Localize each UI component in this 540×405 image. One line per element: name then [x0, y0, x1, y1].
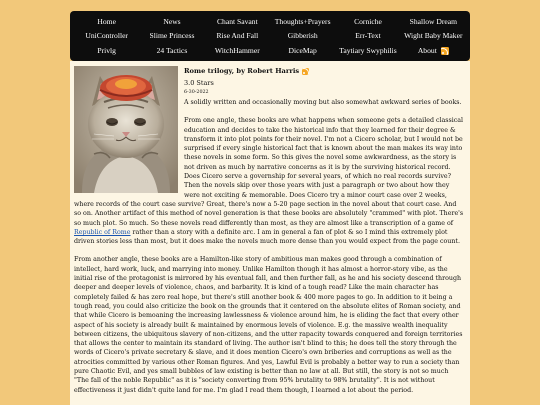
post-intro: A solidly written and occasionally moving but also somewhat awkward series of books. [184, 99, 462, 106]
nav-news[interactable]: News [163, 16, 181, 26]
nav-corniche[interactable]: Corniche [354, 16, 382, 26]
post-title-text[interactable]: Rome trilogy, by Robert Harris [184, 67, 300, 75]
nav-about[interactable] [401, 43, 466, 58]
cat-illustration [74, 66, 178, 193]
post-rating: 3.0 Stars [184, 79, 214, 87]
nav-24-tactics[interactable]: 24 Tactics [156, 46, 188, 56]
nav-privlg[interactable]: Privlg [97, 46, 116, 56]
nav-about-label: About [417, 46, 437, 56]
nav-dicemap[interactable]: DiceMap [288, 46, 317, 56]
nav-rise-and-fall[interactable]: Rise And Fall [216, 31, 259, 41]
nav-slime-princess[interactable]: Slime Princess [149, 31, 195, 41]
top-navigation [70, 11, 470, 61]
post-date: 6-30-2022 [184, 90, 209, 95]
rss-feed-icon[interactable] [302, 68, 309, 75]
nav-shallow-dream[interactable]: Shallow Dream [409, 16, 458, 26]
nav-err-text[interactable]: Err-Text [355, 31, 381, 41]
nav-gibberish[interactable]: Gibberish [287, 31, 318, 41]
nav-home[interactable]: Home [97, 16, 116, 26]
paragraph-text: rather than a story with a definite arc. I am in general a fan of plot & so I mind this extremely plot driven stories less than most, but it does make the novels much more dense than you would expect from the page count. [74, 228, 460, 246]
nav-unicontroller[interactable]: UniController [85, 31, 128, 41]
republic-of-rome-link[interactable]: Republic of Rome [74, 228, 131, 236]
post-paragraph: From another angle, these books are a Hamilton-like story of ambitious man makes good through a combination of intellect, hard work, luck, and marrying into money. Unlike Hamilton though it has almost a horror-story vibe, as the initial rise of the protagonist is mirrored by his eventual fall, and then further fall, as he and his society descend through deeper and deeper levels of violence, chaos, and barbarity. It is kind of a tough read? Like the main character has completely failed & has zero real hope, but there's still another book & 400 more pages to go. In addition to it being a tough read, you could also criticize the book on the grounds that it centered on the absolute elites of Roman society, and that while Cicero is bemoaning the increasing lawlessness & violence around him, he is eliding the fact that every other aspect of his society is already built & maintained by enormous levels of violence. E.g. the massive wealth inequality between citizens, the ubiquitous slavery of non-citizens, and the utter rapacity towards conquered and foreign territories that allows the center to maintain its standard of living. The author isn't blind to this; he does tell the story through the words of Cicero's private secretary & slave, and it does mention Cicero's own briberies and corruptions as well as the atrocities committed by various other Roman figures. And yes, Lawful Evil is probably a better way to run a society than pure Chaotic Evil, and yes small bubbles of law existing is better than no law at all. But still, the story is not so much "The fall of the noble Republic" as it is "society converting from 95% brutality to 98% brutality". It is not without effectiveness it just didn't quite land for me. I'm glad I read them though, I learned a lot about the period. [74, 256, 463, 394]
nav-wight-baby-maker[interactable]: Wight Baby Maker [404, 31, 463, 41]
rss-feed-icon[interactable] [441, 47, 449, 55]
nav-taytiary-swyphilis[interactable]: Taytiary Swyphilis [339, 46, 397, 56]
post-content [70, 61, 470, 405]
book-cover-image [74, 66, 178, 193]
paragraph-text: From one angle, these books are what happens when someone gets a detailed classical education and decides to take the historical info that they learned for their degree & transform it into plot points for their novel. I'm not a Cicero scholar, but I would not be surprised if every single historical fact that is known about the man makes its way into these novels in some form. So this gives the novel some awkwardness, as the story is not driven as much by narrative concerns as it is by the surviving historical record. Does Cicero serve a governship for several years, of which no real records survive? Then the novels skip over those years with just a paragraph or two about how they were not exciting & memorable. Does Cicero try a minor court case over 2 weeks, where records of the court case survive? Great, there's now a 5-20 page section in the novel about that court case. And so on. Another artifact of this method of novel generation is that these books are absolutely "crammed" with plot. There's so much plot. So much. So these novels read differently than most, as they are almost like a transcription of a game of [74, 117, 464, 227]
nav-thoughts-prayers[interactable]: Thoughts+Prayers [274, 16, 331, 26]
nav-chant-savant[interactable]: Chant Savant [216, 16, 258, 26]
nav-witchhammer[interactable]: WitchHammer [214, 46, 260, 56]
